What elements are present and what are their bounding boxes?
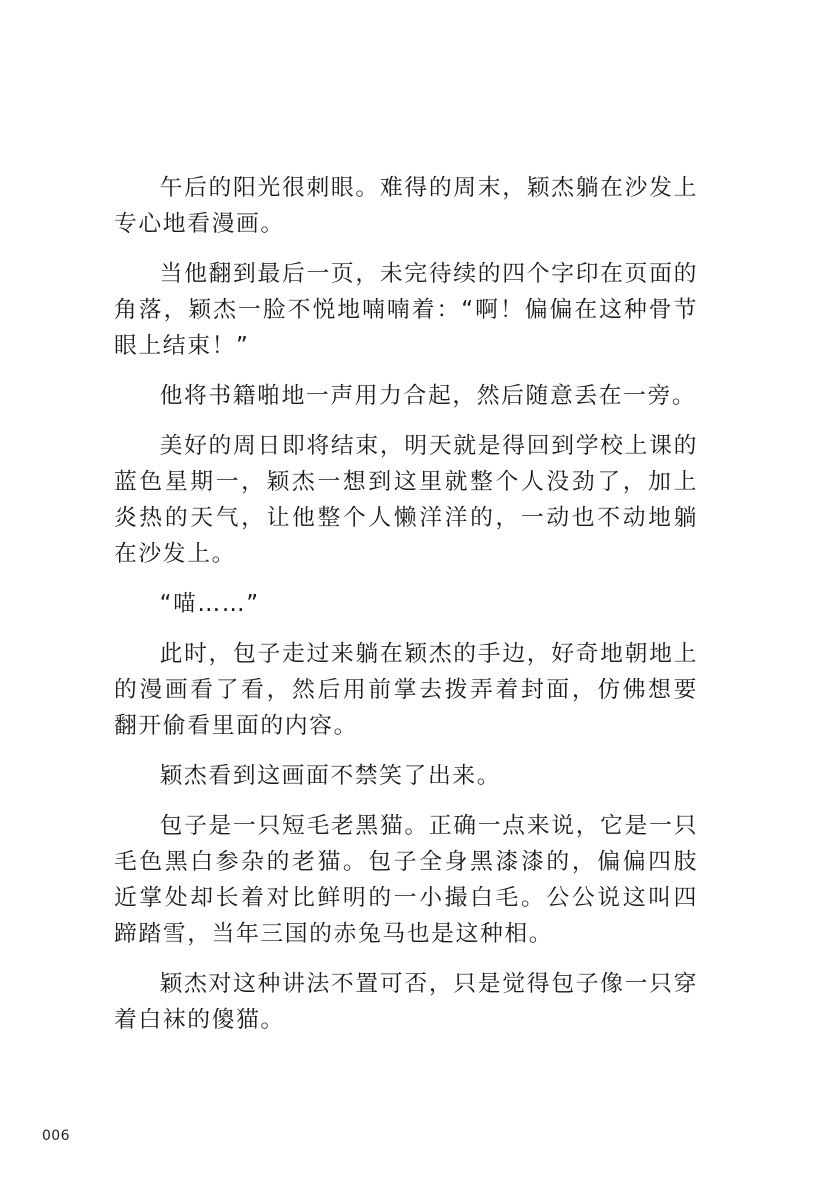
paragraph-8: 包子是一只短毛老黑猫。正确一点来说，它是一只毛色黑白参杂的老猫。包子全身黑漆漆的，偏偏四肢近掌处却长着对比鲜明的一小撮白毛。公公说这叫四蹄踏雪，当年三国的赤兔马也是这种相。 bbox=[114, 813, 698, 947]
paragraph-5: “喵……” bbox=[159, 591, 260, 617]
paragraph-3: 他将书籍啪地一声用力合起，然后随意丢在一旁。 bbox=[159, 383, 697, 409]
paragraph-4: 美好的周日即将结束，明天就是得回到学校上课的蓝色星期一，颖杰一想到这里就整个人没劲了，加上炎热的天气，让他整个人懒洋洋的，一动也不动地躺在沙发上。 bbox=[114, 433, 698, 567]
paragraph-7: 颖杰看到这画面不禁笑了出来。 bbox=[159, 763, 502, 789]
paragraph-2: 当他翻到最后一页，未完待续的四个字印在页面的角落，颖杰一脸不悦地喃喃着：“啊！偏偏在这种骨节眼上结束！” bbox=[114, 261, 698, 359]
paragraph-1: 午后的阳光很刺眼。难得的周末，颖杰躺在沙发上专心地看漫画。 bbox=[114, 175, 698, 237]
story-text bbox=[114, 170, 698, 1052]
paragraph-9: 颖杰对这种讲法不置可否，只是觉得包子像一只穿着白袜的傻猫。 bbox=[114, 971, 698, 1033]
paragraph-6: 此时，包子走过来躺在颖杰的手边，好奇地朝地上的漫画看了看，然后用前掌去拨弄着封面，仿佛想要翻开偷看里面的内容。 bbox=[114, 641, 698, 739]
page-number: 006 bbox=[42, 1128, 70, 1144]
